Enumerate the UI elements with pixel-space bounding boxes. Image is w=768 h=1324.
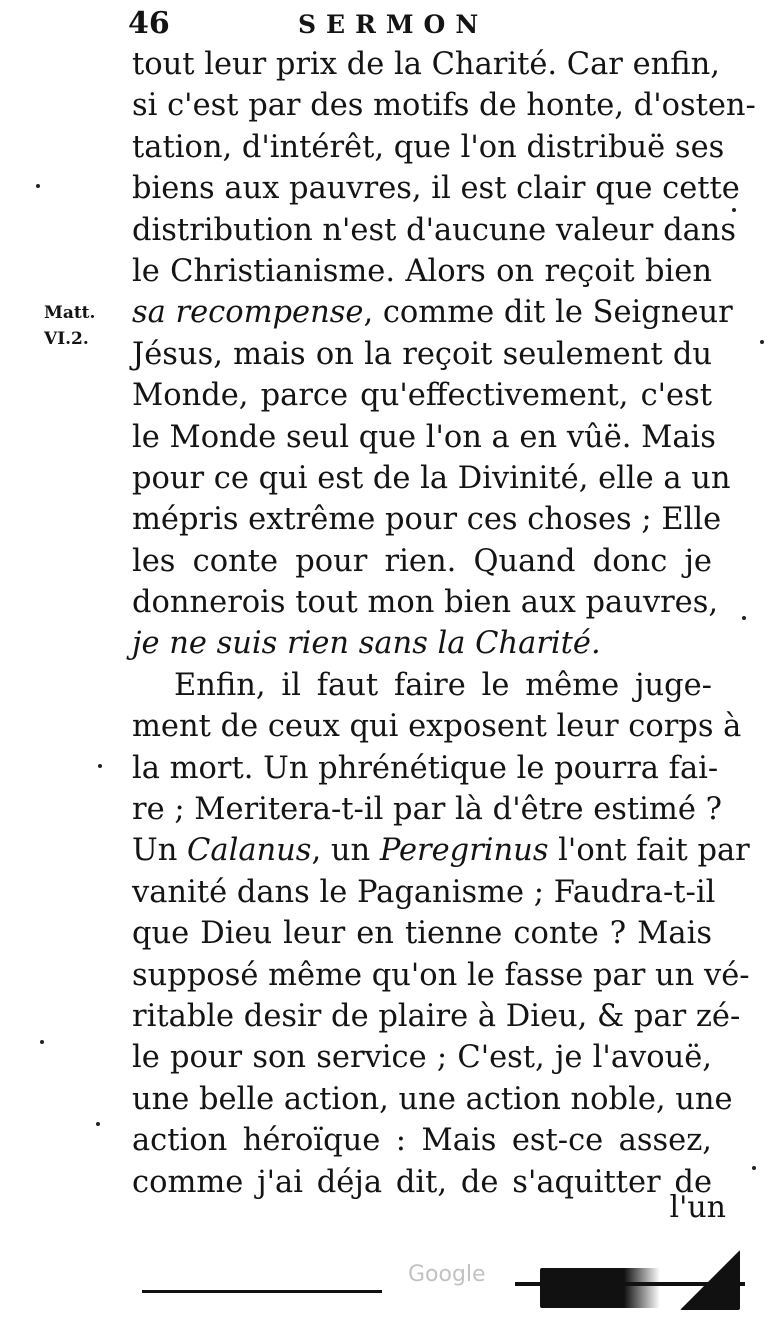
italic-calanus: Calanus — [187, 833, 312, 869]
text-line: ment de ceux qui exposent leur corps à — [132, 709, 742, 745]
text-line: donnerois tout mon bien aux pauvres, — [132, 585, 719, 621]
text-line: vanité dans le Paganisme ; Faudra-t-il — [132, 874, 716, 910]
text-line: supposé même qu'on le fasse par un vé- — [132, 957, 750, 993]
text-line: Monde, parce qu'effectivement, c'est — [132, 378, 712, 414]
text-line: Jésus, mais on la reçoit seulement du — [132, 336, 712, 372]
speck — [742, 616, 746, 620]
text-line — [132, 830, 750, 871]
text-line: les conte pour rien. Quand donc je — [132, 543, 712, 579]
text-line-quote: je ne suis rien sans la Charité. — [132, 626, 601, 662]
margin-note-line-2: VI.2. — [44, 329, 89, 349]
italic-sa-recompense: sa recompense — [132, 295, 364, 331]
speck — [752, 1166, 756, 1170]
speck — [40, 1040, 44, 1044]
text-line: pour ce qui est de la Divinité, elle a un — [132, 460, 731, 496]
text-line: Enfin, il faut faire le même juge- — [174, 667, 712, 703]
speck — [732, 208, 736, 212]
margin-note-line-1: Matt. — [44, 303, 96, 323]
text-line-rest: l'ont fait par — [548, 833, 750, 869]
text-line — [132, 292, 733, 333]
speck — [98, 764, 102, 768]
text-un: Un — [132, 833, 188, 869]
text-line: biens aux pauvres, il est clair que cette — [132, 171, 740, 207]
ink-blot — [540, 1268, 660, 1308]
text-line: distribution n'est d'aucune valeur dans — [132, 212, 737, 248]
text-line: le pour son service ; C'est, je l'avouë, — [132, 1040, 712, 1076]
speck — [36, 184, 40, 188]
text-line: le Christianisme. Alors on reçoit bien — [132, 253, 712, 289]
speck — [96, 1122, 100, 1126]
text-line: action héroïque : Mais est-ce assez, — [132, 1123, 712, 1159]
text-line: mépris extrême pour ces choses ; Elle — [132, 502, 722, 538]
ink-blot — [680, 1250, 740, 1310]
google-watermark: Google — [408, 1262, 486, 1287]
text-line: que Dieu leur en tienne conte ? Mais — [132, 916, 712, 952]
text-line: re ; Meritera-t-il par là d'être estimé ? — [132, 792, 722, 828]
text-line: tout leur prix de la Charité. Car enfin, — [132, 47, 720, 82]
text-line: ritable desir de plaire à Dieu, & par zé- — [132, 998, 741, 1034]
catchword: l'un — [669, 1190, 726, 1225]
running-head: SERMON — [298, 10, 489, 39]
body-text — [132, 44, 756, 1203]
text-line: le Monde seul que l'on a en vûë. Mais — [132, 419, 716, 455]
text-un-2: , un — [311, 833, 371, 869]
text-line: une belle action, une action noble, une — [132, 1081, 733, 1117]
text-line: la mort. Un phrénétique le pourra fai- — [132, 750, 719, 786]
text-line: tation, d'intérêt, que l'on distribuë ses — [132, 129, 725, 165]
page-number: 46 — [128, 6, 170, 41]
speck — [760, 340, 764, 344]
italic-peregrinus: Peregrinus — [379, 833, 549, 869]
page-header — [128, 6, 728, 46]
text-line: si c'est par des motifs de honte, d'osten- — [132, 88, 756, 124]
scan-edge-rule — [142, 1290, 382, 1293]
text-line-rest: , comme dit le Seigneur — [363, 295, 733, 331]
text-line: comme j'ai déja dit, de s'aquitter de — [132, 1164, 712, 1200]
